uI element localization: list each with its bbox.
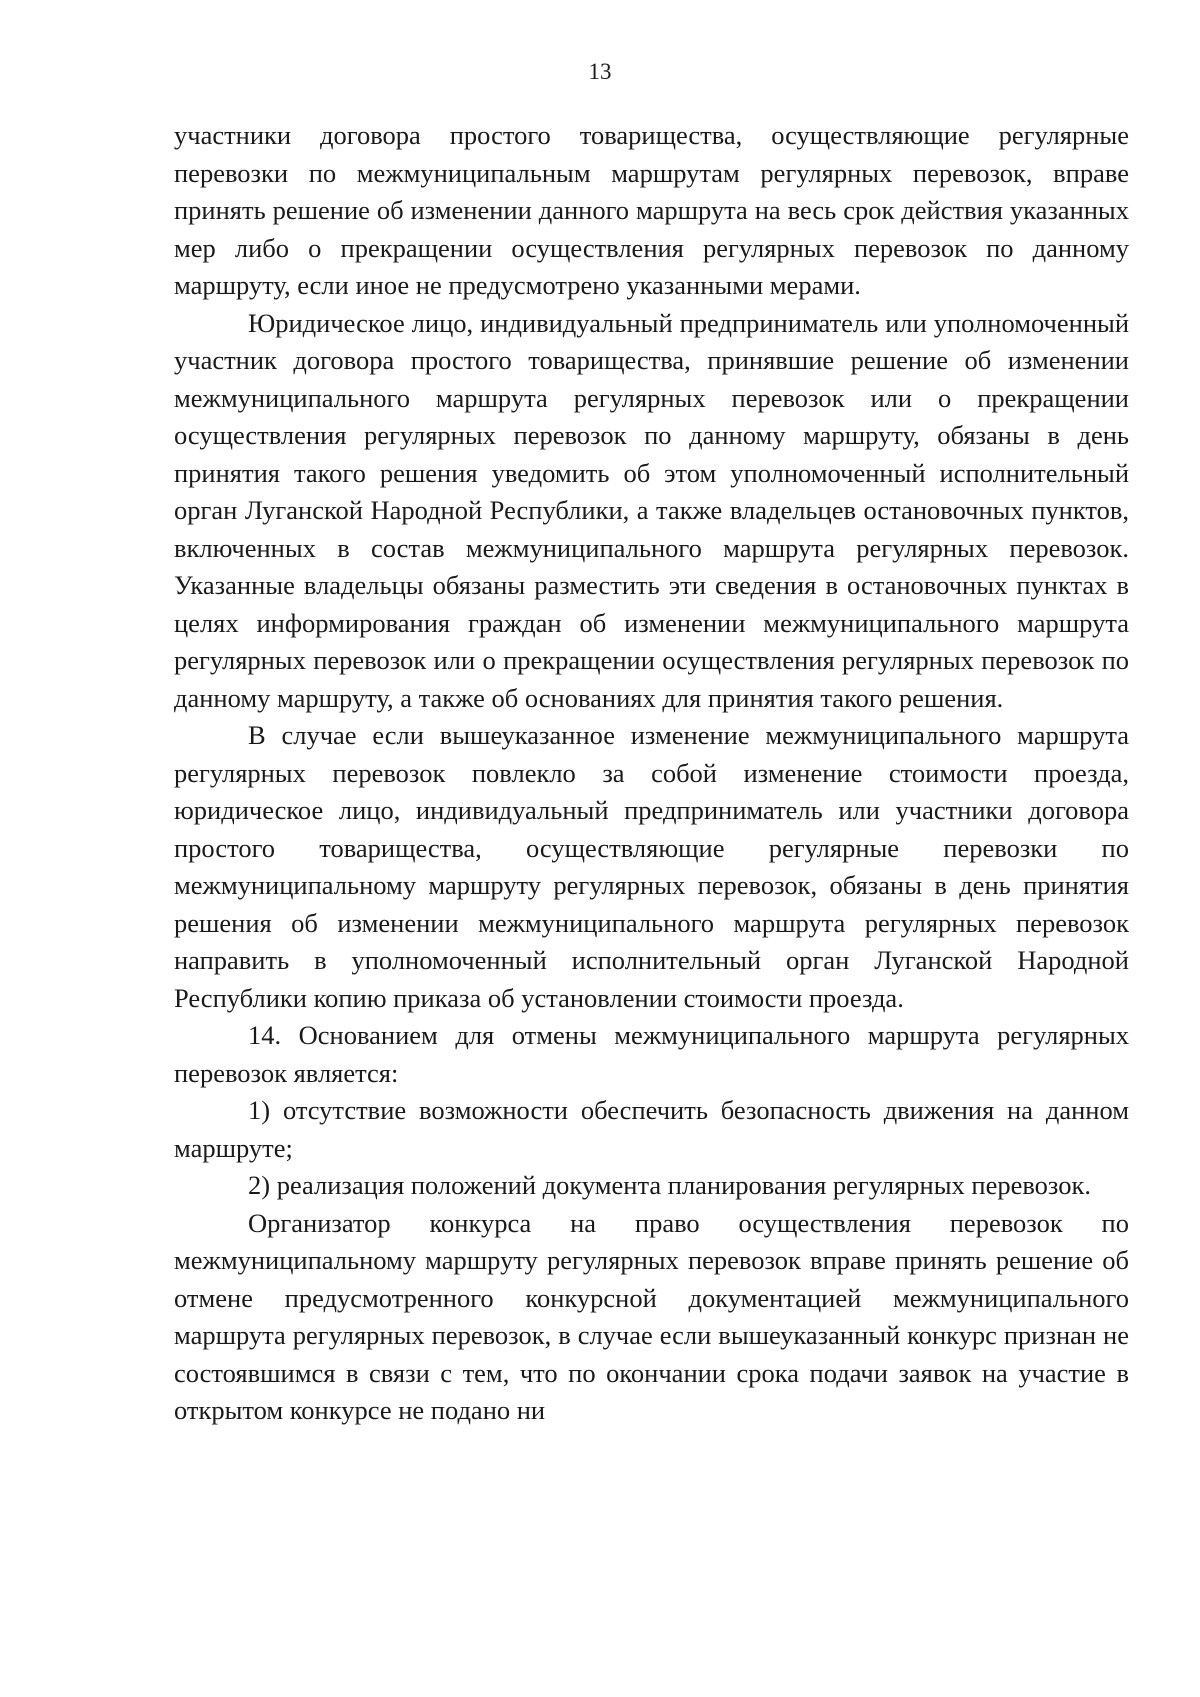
page-number: 13 — [588, 59, 612, 84]
document-body — [174, 117, 1129, 1430]
paragraph-notification-duty: Юридическое лицо, индивидуальный предприниматель или уполномоченный участник договора простого товарищества, принявшие решение об изменении межмуниципального маршрута регулярных перевозок или о прекращении осуществления регулярных перевозок по данному маршруту, обязаны в день принятия такого решения уведомить об этом уполномоченный исполнительный орган Луганской Народной Республики, а также владельцев остановочных пунктов, включенных в состав межмуниципального маршрута регулярных перевозок. Указанные владельцы обязаны разместить эти сведения в остановочных пунктах в целях информирования граждан об изменении межмуниципального маршрута регулярных перевозок или о прекращении осуществления регулярных перевозок по данному маршруту, а также об основаниях для принятия такого решения. — [174, 307, 1129, 713]
paragraph-subitem-2: 2) реализация положений документа планирования регулярных перевозок. — [248, 1170, 1091, 1200]
paragraph-item-14: 14. Основанием для отмены межмуниципального маршрута регулярных перевозок является: — [174, 1020, 1129, 1088]
paragraph-organizer: Организатор конкурса на право осуществления перевозок по межмуниципальному маршруту регулярных перевозок вправе принять решение об отмене предусмотренного конкурсной документацией межмуниципального маршрута регулярных перевозок, в случае если вышеуказанный конкурс признан не состоявшимся в связи с тем, что по окончании срока подачи заявок на участие в открытом конкурсе не подано ни — [174, 1207, 1129, 1425]
paragraph-fare-change: В случае если вышеуказанное изменение межмуниципального маршрута регулярных перевозок повлекло за собой изменение стоимости проезда, юридическое лицо, индивидуальный предприниматель или участники договора простого товарищества, осуществляющие регулярные перевозки по межмуниципальному маршруту регулярных перевозок, обязаны в день принятия решения об изменении межмуниципального маршрута регулярных перевозок направить в уполномоченный исполнительный орган Луганской Народной Республики копию приказа об установлении стоимости проезда. — [174, 720, 1129, 1013]
paragraph-continuation: участники договора простого товарищества, осуществляющие регулярные перевозки по межмуниципальным маршрутам регулярных перевозок, вправе принять решение об изменении данного маршрута на весь срок действия указанных мер либо о прекращении осуществления регулярных перевозок по данному маршруту, если иное не предусмотрено указанными мерами. — [174, 120, 1129, 300]
paragraph-subitem-1: 1) отсутствие возможности обеспечить безопасность движения на данном маршруте; — [174, 1095, 1129, 1163]
